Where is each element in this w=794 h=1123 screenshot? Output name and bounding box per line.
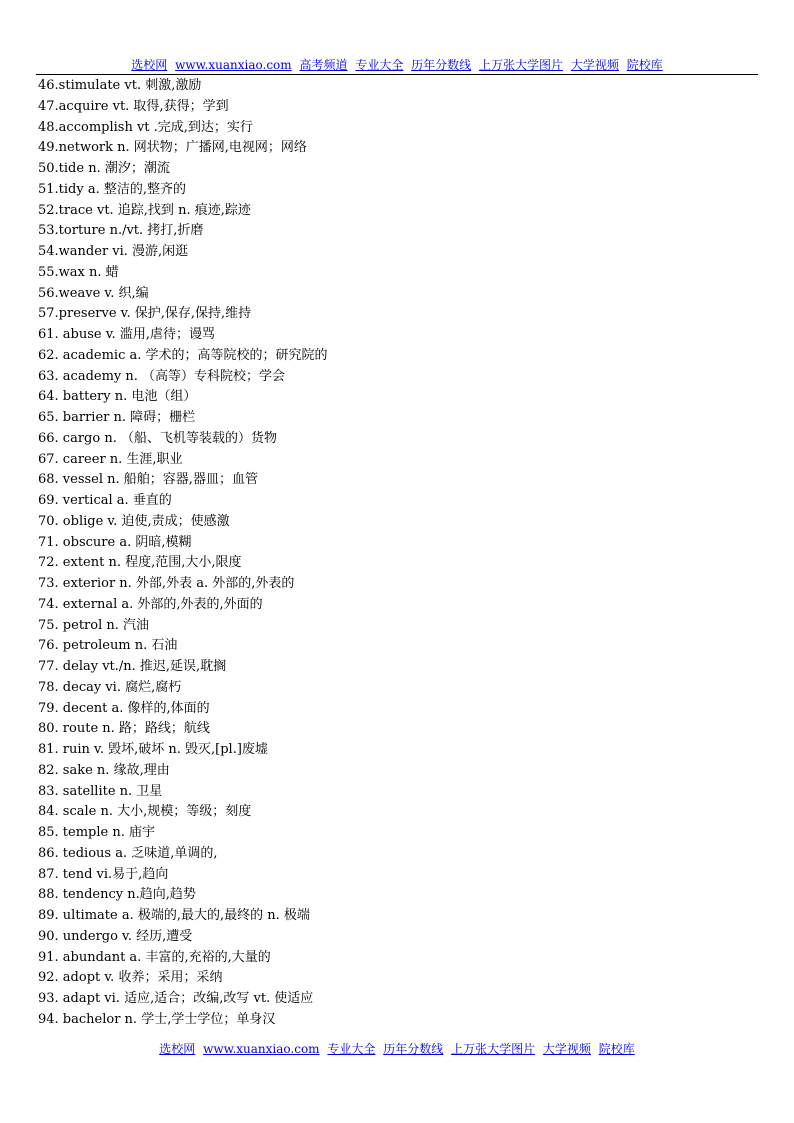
vocab-entry: 49.network n. 网状物；广播网,电视网；网络 bbox=[38, 140, 307, 156]
header-link-majors[interactable]: 专业大全 bbox=[355, 58, 404, 72]
vocab-entry: 50.tide n. 潮汐；潮流 bbox=[38, 161, 170, 176]
vocab-entry: 89. ultimate a. 极端的,最大的,最终的 n. 极端 bbox=[38, 908, 310, 923]
header-link-colleges[interactable]: 院校库 bbox=[626, 58, 663, 72]
vocab-list bbox=[38, 76, 738, 1031]
vocab-entry: 54.wander vi. 漫游,闲逛 bbox=[38, 244, 189, 259]
vocab-entry: 82. sake n. 缘故,理由 bbox=[38, 762, 170, 778]
header-link-site[interactable]: 选校网 bbox=[131, 58, 168, 72]
vocab-entry: 62. academic a. 学术的；高等院校的；研究院的 bbox=[38, 347, 328, 363]
vocab-entry: 64. battery n. 电池（组） bbox=[38, 389, 197, 405]
vocab-entry: 52.trace vt. 追踪,找到 n. 痕迹,踪迹 bbox=[38, 202, 251, 218]
vocab-entry: 79. decent a. 像样的,体面的 bbox=[38, 700, 210, 716]
vocab-entry: 47.acquire vt. 取得,获得；学到 bbox=[38, 98, 229, 114]
vocab-entry: 75. petrol n. 汽油 bbox=[38, 617, 150, 633]
vocab-entry: 51.tidy a. 整洁的,整齐的 bbox=[38, 181, 187, 197]
vocab-entry: 80. route n. 路；路线；航线 bbox=[38, 721, 210, 737]
header-link-gaokao[interactable]: 高考频道 bbox=[299, 58, 348, 72]
vocab-entry: 72. extent n. 程度,范围,大小,限度 bbox=[38, 555, 242, 571]
footer-link-videos[interactable]: 大学视频 bbox=[542, 1042, 591, 1056]
vocab-entry: 69. vertical a. 垂直的 bbox=[38, 493, 172, 508]
vocab-entry: 77. delay vt./n. 推迟,延误,耽搁 bbox=[38, 659, 227, 674]
vocab-entry: 65. barrier n. 障碍；栅栏 bbox=[38, 410, 196, 425]
vocab-entry: 78. decay vi. 腐烂,腐朽 bbox=[38, 679, 182, 695]
vocab-entry: 57.preserve v. 保护,保存,保持,维持 bbox=[38, 306, 252, 322]
footer-link-colleges[interactable]: 院校库 bbox=[598, 1042, 635, 1056]
vocab-entry: 92. adopt v. 收养；采用；采纳 bbox=[38, 970, 223, 986]
vocab-entry: 70. oblige v. 迫使,责成；使感激 bbox=[38, 513, 230, 529]
vocab-entry: 84. scale n. 大小,规模；等级；刻度 bbox=[38, 804, 252, 820]
vocab-entry: 87. tend vi.易于,趋向 bbox=[38, 866, 169, 882]
vocab-entry: 91. abundant a. 丰富的,充裕的,大量的 bbox=[38, 949, 271, 965]
vocab-entry: 56.weave v. 织,编 bbox=[38, 285, 149, 301]
footer-link-photos[interactable]: 上万张大学图片 bbox=[451, 1042, 536, 1056]
vocab-entry: 61. abuse v. 滥用,虐待；谩骂 bbox=[38, 327, 215, 342]
vocab-entry: 63. academy n. （高等）专科院校；学会 bbox=[38, 368, 286, 384]
vocab-entry: 55.wax n. 蜡 bbox=[38, 264, 119, 280]
page-header bbox=[36, 56, 758, 75]
header-link-videos[interactable]: 大学视频 bbox=[570, 58, 619, 72]
vocab-entry: 53.torture n./vt. 拷打,折磨 bbox=[38, 223, 204, 239]
vocab-entry: 90. undergo v. 经历,遭受 bbox=[38, 928, 193, 944]
vocab-entry: 83. satellite n. 卫星 bbox=[38, 783, 163, 799]
vocab-entry: 71. obscure a. 阴暗,模糊 bbox=[38, 534, 192, 550]
vocab-entry: 74. external a. 外部的,外表的,外面的 bbox=[38, 596, 263, 612]
footer-link-majors[interactable]: 专业大全 bbox=[327, 1042, 376, 1056]
vocab-entry: 73. exterior n. 外部,外表 a. 外部的,外表的 bbox=[38, 576, 295, 591]
footer-link-site[interactable]: 选校网 bbox=[159, 1042, 196, 1056]
footer-link-url[interactable]: www.xuanxiao.com bbox=[203, 1042, 320, 1056]
vocab-entry: 81. ruin v. 毁坏,破坏 n. 毁灭,[pl.]废墟 bbox=[38, 742, 268, 757]
vocab-entry: 48.accomplish vt .完成,到达；实行 bbox=[38, 119, 253, 135]
vocab-entry: 66. cargo n. （船、飞机等装载的）货物 bbox=[38, 430, 277, 446]
footer-link-scores[interactable]: 历年分数线 bbox=[383, 1042, 444, 1056]
header-link-photos[interactable]: 上万张大学图片 bbox=[479, 58, 564, 72]
vocab-entry: 46.stimulate vt. 刺激,激励 bbox=[38, 78, 202, 93]
page-footer bbox=[0, 1040, 794, 1058]
vocab-entry: 86. tedious a. 乏味道,单调的, bbox=[38, 845, 218, 861]
vocab-entry: 93. adapt vi. 适应,适合；改编,改写 vt. 使适应 bbox=[38, 991, 314, 1006]
vocab-entry: 88. tendency n.趋向,趋势 bbox=[38, 887, 196, 903]
vocab-entry: 76. petroleum n. 石油 bbox=[38, 638, 178, 654]
header-link-scores[interactable]: 历年分数线 bbox=[411, 58, 472, 72]
vocab-entry: 94. bachelor n. 学士,学士学位；单身汉 bbox=[38, 1011, 276, 1027]
vocab-entry: 68. vessel n. 船舶；容器,器皿；血管 bbox=[38, 472, 258, 488]
vocab-entry: 85. temple n. 庙宇 bbox=[38, 825, 155, 840]
header-link-url[interactable]: www.xuanxiao.com bbox=[175, 58, 292, 72]
vocab-entry: 67. career n. 生涯,职业 bbox=[38, 451, 183, 467]
